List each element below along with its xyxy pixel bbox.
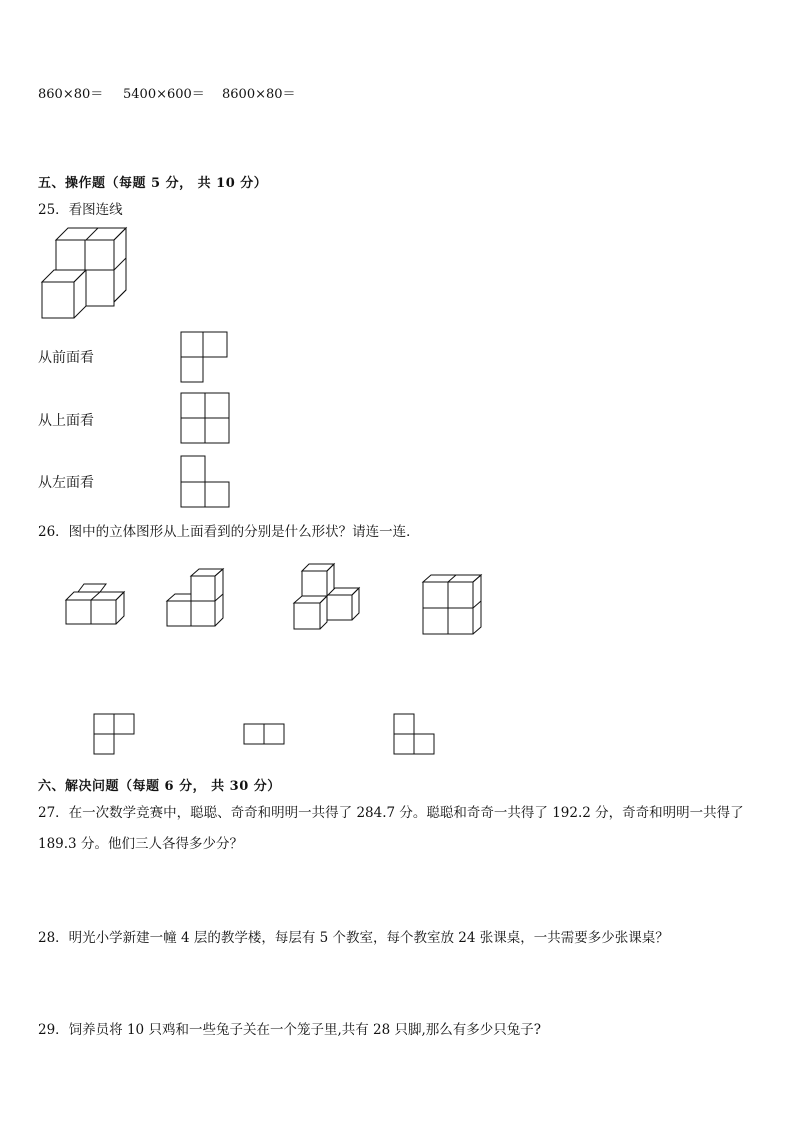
view-shape-2 — [180, 392, 232, 446]
question-27-line-2: 189.3 分。他们三人各得多少分？ — [38, 836, 243, 852]
q26-top-view-1 — [93, 713, 137, 755]
question-28-text: 28．明光小学新建一幢 4 层的教学楼，每层有 5 个教室，每个教室放 24 张课桌，一共需要多少张课桌？ — [38, 930, 669, 946]
calc-item-3: 8600×80＝ — [222, 87, 296, 102]
q26-solid-1 — [64, 582, 126, 626]
calc-item-2: 5400×600＝ — [123, 87, 205, 102]
view-label-front: 从前面看 — [38, 350, 94, 366]
view-shape-3 — [180, 455, 232, 511]
question-29-text: 29．饲养员将 10 只鸡和一些兔子关在一个笼子里,共有 28 只脚,那么有多少只兔子? — [38, 1022, 542, 1038]
view-shape-1 — [180, 331, 230, 385]
q26-solid-3 — [292, 562, 362, 632]
view-label-top: 从上面看 — [38, 413, 94, 429]
question-25-text: 25．看图连线 — [38, 202, 123, 218]
q26-top-view-3 — [393, 713, 437, 755]
section-5-title: 五、操作题（每题 5 分， 共 10 分） — [38, 176, 268, 191]
q25-solid-figure — [38, 226, 130, 322]
section-6-title: 六、解决问题（每题 6 分， 共 30 分） — [38, 779, 281, 794]
calc-item-1: 860×80＝ — [38, 87, 104, 102]
q26-solid-4 — [421, 574, 485, 638]
view-label-left: 从左面看 — [38, 475, 94, 491]
q26-top-view-2 — [243, 723, 287, 747]
question-27-line-1: 27．在一次数学竞赛中，聪聪、奇奇和明明一共得了 284.7 分。聪聪和奇奇一共得了 192.2 分，奇奇和明明一共得了 — [38, 805, 744, 821]
question-26-text: 26．图中的立体图形从上面看到的分别是什么形状？请连一连． — [38, 524, 420, 540]
q26-solid-2 — [165, 568, 227, 630]
